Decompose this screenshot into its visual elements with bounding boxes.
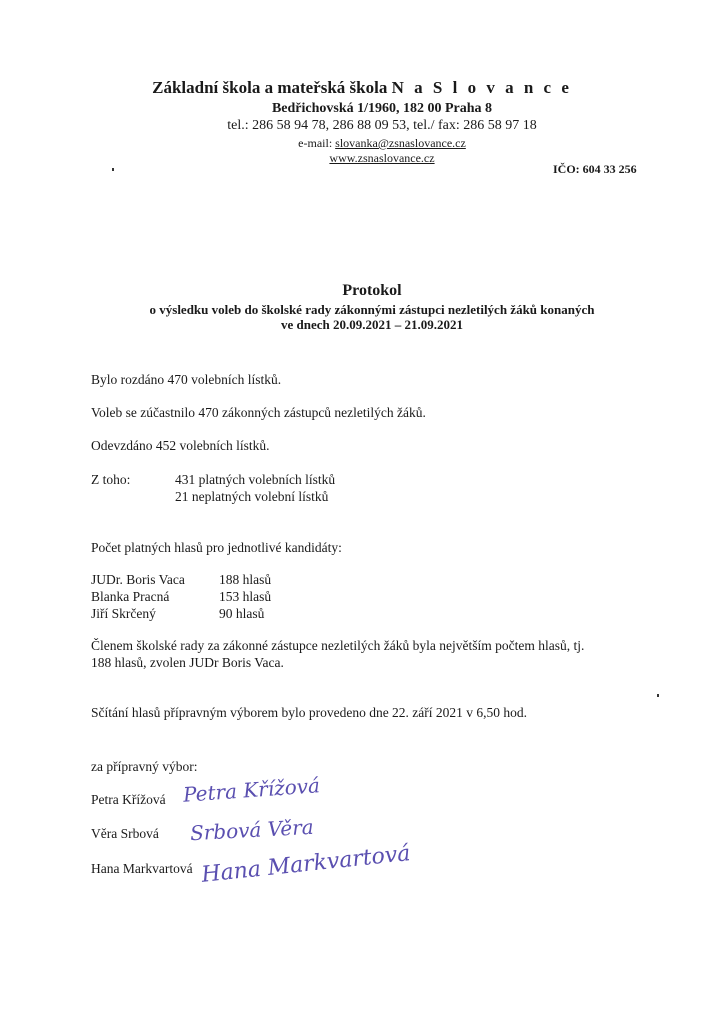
school-email-line <box>0 136 724 151</box>
election-result-line2: 188 hlasů, zvolen JUDr Boris Vaca. <box>91 655 284 670</box>
school-name <box>0 78 724 98</box>
school-phone: tel.: 286 58 94 78, 286 88 09 53, tel./ fax: 286 58 97 18 <box>227 118 537 133</box>
committee-label: za přípravný výbor: <box>91 759 198 774</box>
scan-speck <box>657 694 659 697</box>
school-name-spaced: N a S l o v a n c e <box>391 78 572 97</box>
document-title: Protokol <box>342 282 402 299</box>
document-subtitle-line2: ve dnech 20.09.2021 – 21.09.2021 <box>281 317 463 332</box>
signature-hana-markvartova: Hana Markvartová <box>200 841 412 888</box>
counting-statement: Sčítání hlasů přípravným výborem bylo provedeno dne 22. září 2021 v 6,50 hod. <box>91 705 528 720</box>
email-link[interactable]: slovanka@zsnaslovance.cz <box>335 136 466 150</box>
distributed-ballots: Bylo rozdáno 470 volebních lístků. <box>91 372 282 387</box>
candidate-votes: 90 hlasů <box>219 606 265 621</box>
school-name-main: Základní škola a mateřská škola <box>152 78 388 97</box>
signature-petra-krizova: Petra Křížová <box>182 773 321 807</box>
election-result-line1: Členem školské rady za zákonné zástupce nezletilých žáků byla největším počtem hlasů, tj. <box>91 638 585 653</box>
candidate-votes: 188 hlasů <box>219 572 272 587</box>
returned-ballots: Odevzdáno 452 volebních lístků. <box>91 438 270 453</box>
email-label: e-mail: <box>298 136 336 150</box>
committee-member-name: Hana Markvartová <box>91 861 193 876</box>
candidate-votes: 153 hlasů <box>219 589 272 604</box>
of-which-label: Z toho: <box>91 472 131 487</box>
invalid-ballots: 21 neplatných volební lístků <box>175 489 329 504</box>
committee-member-name: Věra Srbová <box>91 826 159 841</box>
school-address: Bedřichovská 1/1960, 182 00 Praha 8 <box>271 101 493 116</box>
valid-ballots: 431 platných volebních lístků <box>175 472 336 487</box>
votes-intro: Počet platných hlasů pro jednotlivé kandidáty: <box>91 540 342 555</box>
candidate-name: Blanka Pracná <box>91 589 170 604</box>
website-link[interactable]: www.zsnaslovance.cz <box>329 151 435 165</box>
participation: Voleb se zúčastnilo 470 zákonných zástupců nezletilých žáků. <box>91 405 426 420</box>
company-id: IČO: 604 33 256 <box>553 162 637 176</box>
committee-member-name: Petra Křížová <box>91 792 166 807</box>
signature-vera-srbova: Srbová Věra <box>189 814 315 846</box>
scan-speck <box>112 168 114 171</box>
candidate-name: Jiří Skrčený <box>91 606 156 621</box>
document-subtitle-line1: o výsledku voleb do školské rady zákonnými zástupci nezletilých žáků konaných <box>149 302 595 317</box>
candidate-name: JUDr. Boris Vaca <box>91 572 185 587</box>
